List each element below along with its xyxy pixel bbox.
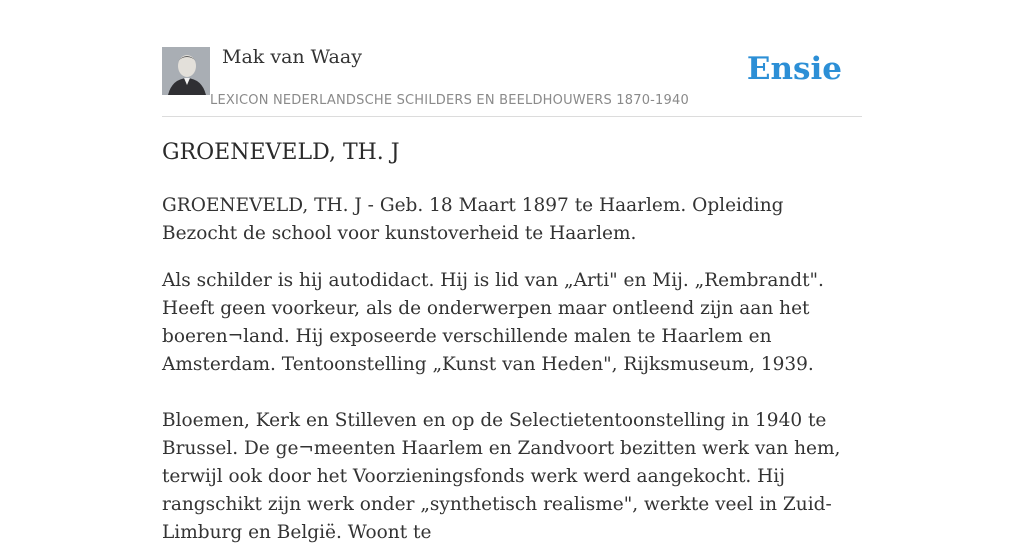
article-paragraph: GROENEVELD, TH. J - Geb. 18 Maart 1897 te Haarlem. Opleiding Bezocht de school voor kunstoverheid te Haarlem.: [162, 195, 784, 244]
publication-name[interactable]: LEXICON NEDERLANDSCHE SCHILDERS EN BEELDHOUWERS 1870-1940: [210, 93, 689, 108]
page-title: GROENEVELD, TH. J: [162, 140, 400, 165]
article-header: [162, 46, 862, 117]
author-name[interactable]: Mak van Waay: [222, 46, 362, 68]
ensie-logo[interactable]: Ensie: [746, 51, 842, 87]
article-paragraph: Als schilder is hij autodidact. Hij is lid van „Arti" en Mij. „Rembrandt". Heeft geen voorkeur, als de onderwerpen maar ontleend zijn aan het boeren¬land. Hij exposeerde verschillende malen te Haarlem en Amsterdam. Tentoonstelling „Kunst van Heden", Rijksmuseum, 1939.: [162, 270, 824, 375]
author-avatar[interactable]: [162, 47, 210, 95]
author-portrait-icon: [162, 47, 210, 95]
article-paragraph: Bloemen, Kerk en Stilleven en op de Selectietentoonstelling in 1940 te Brussel. De ge¬meenten Haarlem en Zandvoort bezitten werk van hem, terwijl ook door het Voorzieningsfonds werk werd aangekocht. Hij rangschikt zijn werk onder „synthetisch realisme", werkte veel in Zuid-Limburg en België. Woont te: [162, 410, 841, 543]
